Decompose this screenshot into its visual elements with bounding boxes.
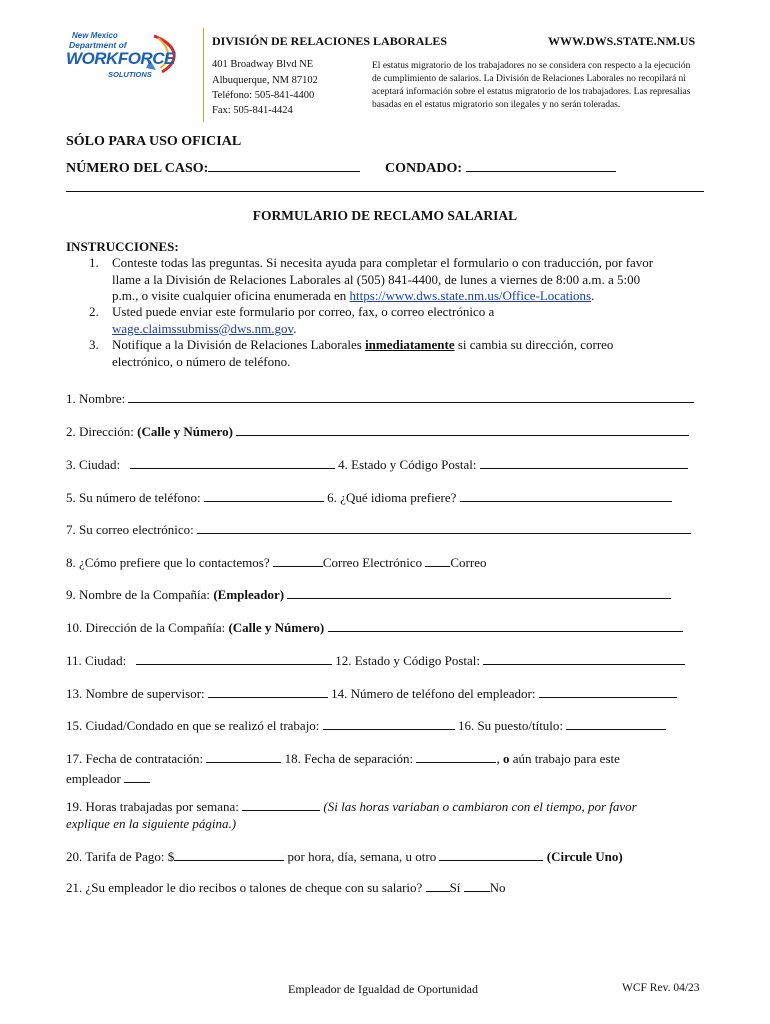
instruction-3-line1: Notifique a la División de Relaciones Laborales	[112, 337, 362, 352]
field-9-label: 9. Nombre de la Compañía:	[66, 587, 211, 602]
instruction-1-number: 1.	[89, 255, 99, 270]
contact-email-choice[interactable]	[273, 552, 323, 567]
company-address-input[interactable]	[328, 617, 683, 632]
hours-note: (Si las horas variaban o cambiaron con el tiempo, por favor	[323, 799, 637, 814]
field-18-label: 18. Fecha de separación:	[284, 751, 414, 766]
phone: Teléfono: 505-841-4400	[212, 90, 315, 101]
fax: Fax: 505-841-4424	[212, 105, 293, 116]
paystub-no-choice[interactable]	[464, 877, 490, 892]
field-15-row	[66, 715, 706, 734]
field-1-row	[66, 388, 706, 407]
form-title: FORMULARIO DE RECLAMO SALARIAL	[252, 208, 518, 223]
field-21-row	[66, 877, 716, 896]
field-4-label: 4. Estado y Código Postal:	[338, 457, 477, 472]
work-location-input[interactable]	[323, 715, 455, 730]
phone-input[interactable]	[204, 487, 324, 502]
county-label: CONDADO:	[385, 161, 462, 176]
logo-line1: New Mexico	[72, 31, 118, 40]
job-title-input[interactable]	[566, 715, 666, 730]
instruction-2-number: 2.	[89, 304, 99, 319]
official-use-title: SÓLO PARA USO OFICIAL	[66, 134, 242, 149]
county-field[interactable]	[466, 157, 616, 172]
field-10-qualifier: (Calle y Número)	[228, 620, 325, 635]
field-7-row	[66, 519, 706, 538]
hire-date-input[interactable]	[206, 748, 281, 763]
pay-period-other-input[interactable]	[439, 846, 543, 861]
contact-mail-choice[interactable]	[425, 552, 450, 567]
claims-email-link[interactable]: wage.claimssubmiss@dws.nm.gov	[112, 320, 294, 336]
field-6-label: 6. ¿Qué idioma prefiere?	[327, 490, 457, 505]
footer-revision: WCF Rev. 04/23	[622, 982, 700, 994]
instruction-2: 2. Usted puede enviar este formulario por correo, fax, o correo electrónico a wage.claimssubmiss@dws.nm.gov.	[89, 304, 709, 337]
instruction-1: 1. Conteste todas las preguntas. Si necesita ayuda para completar el formulario o con traducción, por favor llame a la División de Relaciones Laborales al (505) 841-4400, de lunes a viernes de 8:00 a.m. a 5:00 p.m., o visite cualquier oficina enumerada en https://www.dws.state.nm.us/Office-Locations.	[89, 255, 709, 305]
logo-line4: SOLUTIONS	[108, 70, 152, 79]
field-11-label: 11. Ciudad:	[66, 653, 127, 668]
field-8-label: 8. ¿Cómo prefiere que lo contactemos?	[66, 555, 270, 570]
field-8-row	[66, 552, 706, 571]
city-input[interactable]	[130, 454, 335, 469]
language-input[interactable]	[460, 487, 672, 502]
instruction-3-line2: electrónico, o número de teléfono.	[112, 353, 291, 369]
instruction-1-line1: Conteste todas las preguntas. Si necesita ayuda para completar el formulario o con traducción, por favor	[112, 255, 654, 270]
address-line1: 401 Broadway Blvd NE	[212, 59, 314, 70]
instruction-3	[89, 337, 709, 370]
logo-line2: Department of	[69, 40, 127, 50]
pay-rate-input[interactable]	[174, 846, 284, 861]
contact-mail-label: Correo	[450, 555, 487, 570]
still-working-label-2: empleador	[66, 770, 121, 786]
field-3-row	[66, 454, 706, 473]
field-9-qualifier: (Empleador)	[213, 587, 285, 602]
field-14-label: 14. Número de teléfono del empleador:	[331, 686, 536, 701]
instruction-1-line3: p.m., o visite cualquier oficina enumerada en	[112, 288, 347, 303]
name-input[interactable]	[128, 388, 694, 403]
company-name-input[interactable]	[287, 584, 671, 599]
contact-email-label: Correo Electrónico	[322, 555, 423, 570]
company-state-zip-input[interactable]	[483, 650, 685, 665]
instructions-heading: INSTRUCCIONES:	[66, 239, 179, 254]
field-20-label: 20. Tarifa de Pago: $	[66, 849, 175, 864]
case-number-label: NÚMERO DEL CASO:	[66, 161, 209, 176]
field-16-label: 16. Su puesto/título:	[457, 718, 564, 733]
field-10-row	[66, 617, 706, 636]
address-line2: Albuquerque, NM 87102	[212, 75, 318, 86]
field-2-qualifier: (Calle y Número)	[137, 424, 233, 439]
field-17-row: 17. Fecha de contratación: 18. Fecha de separación: , o aún trabajo para este empleador	[66, 748, 706, 787]
hours-note-2: explique en la siguiente página.)	[66, 816, 237, 831]
instruction-1-line2: llame a la División de Relaciones Laborales al (505) 841-4400, de lunes a viernes de 8:00 a.m. a 5:00	[112, 271, 641, 287]
paystub-yes-label: Sí	[449, 880, 461, 895]
employer-phone-input[interactable]	[539, 683, 677, 698]
county-row	[385, 157, 616, 177]
field-9-row	[66, 584, 706, 603]
or-connector: o	[502, 751, 510, 766]
paystub-no-label: No	[489, 880, 506, 895]
field-17-label: 17. Fecha de contratación:	[66, 751, 204, 766]
field-21-label: 21. ¿Su empleador le dio recibos o talones de cheque con su salario?	[66, 880, 423, 895]
footer-equal-opportunity: Empleador de Igualdad de Oportunidad	[288, 982, 478, 996]
official-divider	[66, 191, 704, 192]
instruction-3-line1b: si cambia su dirección, correo	[457, 337, 614, 352]
field-10-label: 10. Dirección de la Compañía:	[66, 620, 226, 635]
separation-date-input[interactable]	[416, 748, 496, 763]
field-2-row	[66, 421, 706, 440]
field-1-label: 1. Nombre:	[66, 391, 126, 406]
field-15-label: 15. Ciudad/Condado en que se realizó el trabajo:	[66, 718, 320, 733]
field-5-row	[66, 487, 706, 506]
field-11-row	[66, 650, 706, 669]
pay-period-label: por hora, día, semana, u otro	[287, 849, 437, 864]
company-city-input[interactable]	[136, 650, 332, 665]
field-7-label: 7. Su correo electrónico:	[66, 522, 194, 537]
still-working-choice[interactable]	[124, 768, 150, 783]
field-13-label: 13. Nombre de supervisor:	[66, 686, 205, 701]
case-number-row	[66, 157, 360, 177]
case-number-field[interactable]	[208, 157, 360, 172]
field-19-label: 19. Horas trabajadas por semana:	[66, 799, 239, 814]
office-locations-link[interactable]: https://www.dws.state.nm.us/Office-Locations	[349, 288, 592, 303]
website[interactable]: WWW.DWS.STATE.NM.US	[548, 34, 696, 48]
header-divider	[203, 28, 204, 122]
field-12-label: 12. Estado y Código Postal:	[335, 653, 480, 668]
logo-line3: WORKFORCE	[66, 49, 175, 68]
field-20-row	[66, 846, 716, 865]
field-3-label: 3. Ciudad:	[66, 457, 121, 472]
field-5-label: 5. Su número de teléfono:	[66, 490, 201, 505]
supervisor-input[interactable]	[208, 683, 328, 698]
circle-one-note: (Circule Uno)	[546, 849, 623, 864]
field-2-label: 2. Dirección:	[66, 424, 134, 439]
paystub-yes-choice[interactable]	[426, 877, 450, 892]
still-working-label: aún trabajo para este	[512, 751, 620, 766]
address-input[interactable]	[236, 421, 689, 436]
instruction-3-number: 3.	[89, 337, 99, 352]
field-19-row	[66, 796, 716, 832]
division-name: DIVISIÓN DE RELACIONES LABORALES	[212, 34, 448, 48]
immigration-notice: El estatus migratorio de los trabajadores no se considera con respecto a la ejecución de cumplimiento de salarios. La División de Relaciones Laborales no recopilará ni aceptará información sobre el estatus migratorio de los trabajadores. Las represalias basadas en el estatus migratorio son ilegales y no serán toleradas.	[372, 61, 691, 110]
immediately-emphasis: inmediatamente	[365, 337, 455, 352]
state-zip-input[interactable]	[480, 454, 688, 469]
hours-input[interactable]	[242, 796, 320, 811]
email-input[interactable]	[197, 519, 691, 534]
nm-dws-logo	[66, 30, 186, 92]
instruction-2-line1: Usted puede enviar este formulario por correo, fax, o correo electrónico a	[112, 304, 495, 319]
field-13-row	[66, 683, 706, 702]
